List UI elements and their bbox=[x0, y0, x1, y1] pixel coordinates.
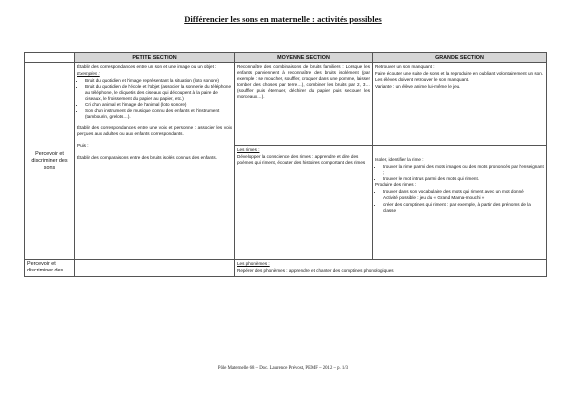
header-grande-section: GRANDE SECTION bbox=[373, 53, 547, 63]
header-row bbox=[25, 53, 547, 63]
list-item: • trouver la rime parmi des mots images ou des mots prononcés par l'enseignant ; bbox=[383, 164, 544, 176]
phonemes-text: Repérer des phonèmes : apprendre et chanter des comptines phonologiques bbox=[237, 268, 394, 273]
header-petite-section: PETITE SECTION bbox=[75, 53, 235, 63]
list-item: • Bruit du quotidien et l'image représentant la situation (loto sonore) bbox=[85, 78, 232, 84]
row-label-text: Percevoir et discriminer des bbox=[27, 261, 64, 271]
examples-label: Exemples : bbox=[77, 71, 100, 76]
list-item: • trouver dans son vocabulaire des mots qui riment avec un mot donné bbox=[383, 189, 544, 195]
activite-possible: Activité possible : jeu du « Grand Mama-mouchi » bbox=[383, 195, 485, 200]
row-label-percevoir: Percevoir et discriminer des sons bbox=[25, 63, 75, 260]
rimes-text: Développer la conscience des rimes : apprendre et dire des poèmes qui riment, écouter des histoires comportant des rimes bbox=[237, 154, 366, 165]
grande-variante: Variante : un élève anime lui-même le jeu. bbox=[375, 84, 461, 89]
activities-table bbox=[24, 52, 547, 277]
cell-petite-section bbox=[75, 63, 235, 260]
isoler-rime-label: Isoler, identifier la rime : bbox=[375, 157, 424, 162]
examples-list bbox=[77, 78, 232, 120]
grande-son-manquant-desc: Faire écouter une suite de sons et la reproduire en oubliant volontairement un son. Les élèves doivent retrouver le son manquant. bbox=[375, 71, 544, 82]
list-item: • Cri d'un animal et l'image de l'animal (loto sonore) bbox=[85, 102, 232, 108]
isoler-rime-list bbox=[375, 164, 544, 182]
petite-para-comparisons: Établir des comparaisons entre des bruits isolés connus des enfants. bbox=[77, 155, 217, 160]
grande-son-manquant: Retrouver un son manquant : bbox=[375, 64, 435, 69]
cell-grande-rimes bbox=[373, 146, 547, 260]
cell-moyenne-top bbox=[235, 63, 373, 146]
petite-intro: Établir des correspondances entre un son et une image ou un objet : bbox=[77, 64, 217, 69]
rimes-label: Les rimes : bbox=[237, 147, 260, 152]
moyenne-combinaisons: Reconnaître des combinaisons de bruits familiers : Lorsque les enfants parviennent à reconnaître des bruits isolément (par exemple : se moucher, souffler, croquer dans une pomme, laisser tomber des choses par terre…), combiner les bruits par 2, 3… (souffler puis éternuer, déchirer du papier puis secouer les morceaux…). bbox=[237, 64, 370, 99]
cell-grande-top bbox=[373, 63, 547, 146]
page-footer: Pôle Maternelle 68 – Doc. Laurence Prévost, PEMF – 2012 – p. 1/3 bbox=[217, 366, 349, 371]
list-item: • Bruit du quotidien de l'école et l'objet (associer la sonnerie du téléphone au téléphone, le cliquetis des ciseaux qui découpent à la paire de ciseaux, le froissement du papier au papier, etc.) bbox=[85, 84, 232, 102]
table-row bbox=[25, 260, 547, 277]
cell-moyenne-rimes bbox=[235, 146, 373, 260]
creer-comptines-list bbox=[375, 202, 544, 214]
cell-petite-row2 bbox=[75, 260, 235, 277]
petite-para-voices: Établir des correspondances entre une voix et personne : associer les voix perçues aux adultes ou aux enfants correspondants. bbox=[77, 125, 232, 136]
produire-rimes-label: Produire des rimes : bbox=[375, 182, 417, 187]
cell-phonemes bbox=[235, 260, 547, 277]
header-moyenne-section: MOYENNE SECTION bbox=[235, 53, 373, 63]
list-item: • Son d'un instrument de musique connu des enfants et l'instrument (tambourin, grelots…). bbox=[85, 108, 232, 120]
table-row bbox=[25, 63, 547, 146]
list-item: • créer des comptines qui riment : par exemple, à partir des prénoms de la classe bbox=[383, 202, 544, 214]
row-label-percevoir-2 bbox=[25, 260, 75, 277]
list-item: • trouver le mot intrus parmi des mots qui riment. bbox=[383, 176, 544, 182]
page-title: Différencier les sons en maternelle : activités possibles bbox=[184, 14, 382, 24]
petite-puis: Puis : bbox=[77, 143, 89, 148]
phonemes-label: Les phonèmes : bbox=[237, 261, 270, 266]
corner-cell bbox=[25, 53, 75, 63]
